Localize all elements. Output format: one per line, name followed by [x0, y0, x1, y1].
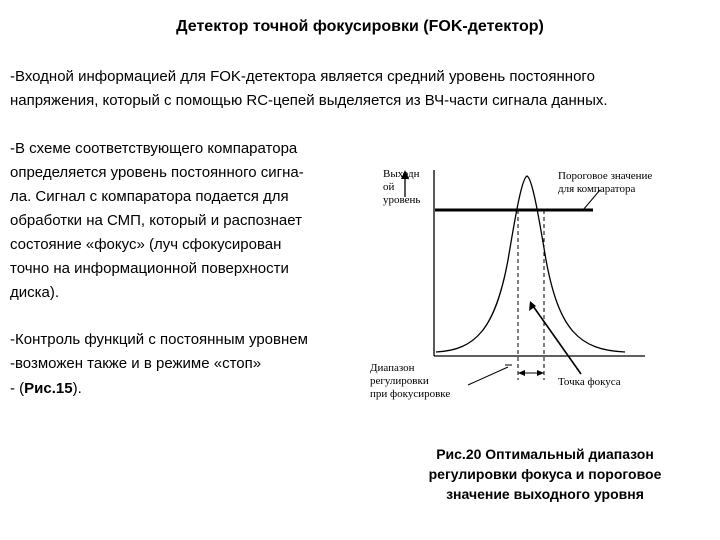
figure-reference: Рис.15 [24, 380, 73, 397]
range-arrow-right-head [537, 370, 544, 376]
control-line-3-suffix: ). [72, 380, 82, 397]
comparator-line-3: ла. Сигнал с компаратора подается для [10, 188, 289, 205]
comparator-line-6: точно на информационной поверхности [10, 260, 289, 277]
comparator-line-4: обработки на СМП, который и распознает [10, 212, 302, 229]
page-title: Детектор точной фокусировки (FOK-детектор) [176, 18, 544, 35]
figure-caption [395, 444, 695, 504]
range-label-line-3: при фокусировке [370, 388, 451, 400]
range-label-line-2: регулировки [370, 375, 429, 387]
comparator-line-7: диска). [10, 284, 60, 301]
range-arrow-left-head [518, 370, 525, 376]
figure-caption-line-1: Рис.20 Оптимальный диапазон [436, 446, 654, 462]
range-pointer [468, 367, 508, 385]
figure-caption-line-2: регулировки фокуса и пороговое [428, 466, 662, 482]
comparator-line-5: состояние «фокус» (луч сфокусирован [10, 236, 282, 253]
output-curve [436, 176, 625, 352]
intro-line-1: -Входной информацией для FOK-детектора является средний уровень постоянного [10, 68, 595, 85]
output-level-label-line-1: Выходн [383, 168, 420, 180]
comparator-line-2: определяется уровень постоянного сигна- [10, 164, 304, 181]
range-label [370, 362, 450, 401]
focus-point-label: Точка фокуса [558, 376, 621, 388]
control-line-3-prefix: - ( [10, 380, 25, 397]
comparator-line-1: -В схеме соответствующего компаратора [10, 140, 298, 157]
threshold-label [558, 170, 652, 196]
focus-point-pointer [533, 306, 581, 374]
threshold-label-line-2: для компаратора [558, 183, 636, 195]
threshold-label-line-1: Пороговое значение [558, 170, 653, 182]
figure-caption-line-3: значение выходного уровня [446, 486, 644, 502]
output-level-label [383, 168, 420, 207]
control-line-2: -возможен также и в режиме «стоп» [10, 355, 262, 372]
intro-line-2: напряжения, который с помощью RC-цепей выделяется из ВЧ-части сигнала данных. [10, 92, 608, 109]
control-line-1: -Контроль функций с постоянным уровнем [10, 331, 308, 348]
output-level-label-line-3: уровень [383, 194, 421, 206]
range-label-line-1: Диапазон [370, 362, 415, 374]
output-level-label-line-2: ой [383, 181, 395, 193]
